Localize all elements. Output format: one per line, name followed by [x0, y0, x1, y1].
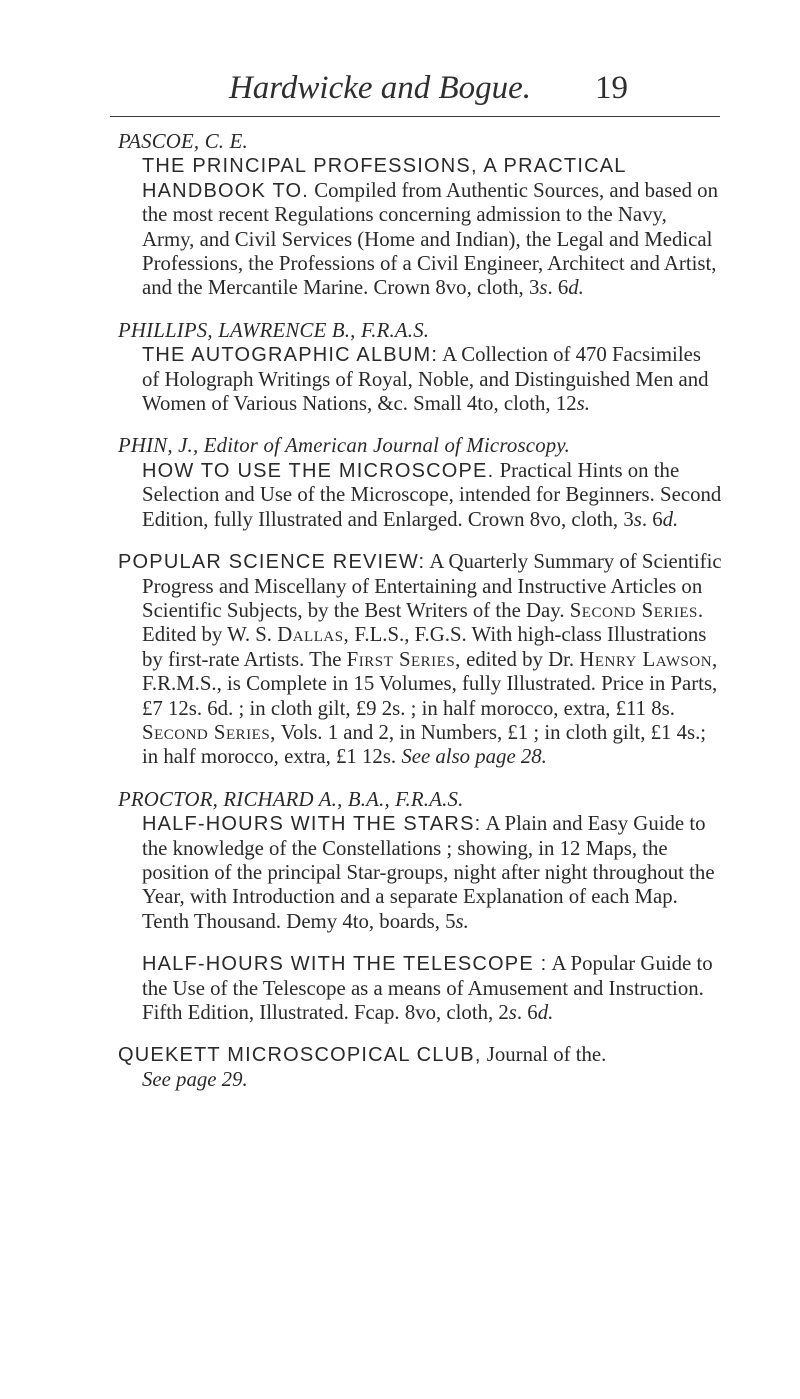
price-pence: d. [568, 276, 584, 300]
entry-text [118, 812, 722, 934]
edited-by-dr: edited by Dr. [466, 647, 575, 671]
see-also-note: See also page 28. [401, 745, 547, 769]
price-shillings: s. [455, 909, 469, 933]
entry-author: PHIN, J., Editor of American Journal of Microscopy. [118, 434, 571, 458]
price-pence-num: . 6 [516, 1001, 538, 1024]
entry-text [118, 952, 722, 1025]
entry-text [118, 1043, 722, 1092]
first-series-label: First Series, [346, 647, 461, 671]
catalogue-entry-popular-science-review [118, 550, 722, 770]
price-pence-num: . 6 [641, 507, 663, 531]
entry-description-a: A Quarterly Summary of Scientific Progress and Miscellany of Entertaining and Instructive Articles on Scientific Subjects, by the Best Writers of the Day. [142, 550, 722, 622]
entry-text [118, 343, 722, 416]
entry-description: A Collection of 470 Facsimiles of Holograph Writings of Royal, Noble, and Distinguished Men and Women of Various Nations, &c. Small 4to, cloth, 12 [142, 343, 709, 416]
catalogue-entry-proctor-telescope [118, 952, 722, 1025]
entry-text [118, 154, 722, 300]
price-shillings: s [633, 507, 642, 531]
price-pence: d. [537, 1001, 554, 1024]
running-header: Hardwicke and Bogue. [228, 70, 532, 106]
entry-title: POPULAR SCIENCE REVIEW: [118, 551, 426, 574]
edited-by: Edited by W. S. [142, 623, 272, 647]
editor-dallas: Dallas, [277, 623, 350, 647]
catalogue-body [118, 130, 722, 1110]
catalogue-entry-pascoe [118, 130, 722, 301]
second-series-label-2: Second Series, [142, 720, 276, 744]
catalogue-entry-proctor-stars [118, 788, 722, 934]
page-number: 19 [595, 70, 628, 106]
entry-title: HALF-HOURS WITH THE TELESCOPE : [142, 953, 548, 976]
entry-title: HOW TO USE THE MICROSCOPE. [142, 459, 495, 482]
second-series-label: Second Series. [569, 598, 704, 622]
entry-author: PASCOE, C. E. [118, 130, 248, 153]
price-pence: d. [662, 507, 679, 531]
entry-description-b: F.L.S., F.G.S. With high-class Illustrations by first-rate Artists. The [142, 623, 707, 671]
header-rule [110, 116, 720, 117]
entry-description: Compiled from Authentic Sources, and based on the most recent Regulations concerning admission to the Navy, Army, and Civil Services (Home and Indian), the Legal and Medical Professions, the Professions of a Civil Engineer, Architect and Artist, and the Mercantile Marine. Crown 8vo, cloth, 3 [142, 178, 718, 300]
catalogue-entry-phillips [118, 319, 722, 417]
entry-title: QUEKETT MICROSCOPICAL CLUB, [118, 1044, 482, 1067]
see-page-note: See page 29. [142, 1067, 248, 1091]
entry-description: Practical Hints on the Selection and Use of the Microscope, intended for Beginners. Second Edition, fully Illustrated and Enlarged. Crown 8vo, cloth, 3 [142, 458, 722, 531]
entry-text [118, 459, 722, 532]
entry-description: Journal of the. [486, 1043, 607, 1067]
entry-description: A Plain and Easy Guide to the knowledge of the Constellations ; showing, in 12 Maps, the position of the principal Star-groups, night after night throughout the Year, with Introduction and a separate Explanation of each Map. Tenth Thousand. Demy 4to, boards, 5 [142, 812, 715, 933]
price-pence-num: . 6 [547, 276, 569, 300]
price-shillings: s [508, 1001, 517, 1024]
entry-description-d: Vols. 1 and 2, in Numbers, £1 ; in cloth gilt, £1 4s.; in half morocco, extra, £1 12s. [142, 720, 707, 769]
entry-author: PROCTOR, RICHARD A., B.A., F.R.A.S. [118, 787, 464, 811]
price-shillings: s. [576, 392, 590, 416]
entry-author: PHILLIPS, LAWRENCE B., F.R.A.S. [118, 318, 430, 342]
entry-description: A Popular Guide to the Use of the Telescope as a means of Amusement and Instruction. Fifth Edition, Illustrated. Fcap. 8vo, cloth, 2 [142, 952, 713, 1024]
editor-lawson: Henry Lawson, [579, 647, 718, 671]
entry-description-c: F.R.M.S., is Complete in 15 Volumes, fully Illustrated. Price in Parts, £7 12s. 6d. ; in cloth gilt, £9 2s. ; in half morocco, extra, £11 8s. [142, 672, 718, 720]
entry-title: HALF-HOURS WITH THE STARS: [142, 813, 482, 836]
price-shillings: s [539, 276, 548, 300]
entry-title: THE PRINCIPAL PROFESSIONS, A PRACTICAL HANDBOOK TO. [142, 155, 626, 202]
entry-title: THE AUTOGRAPHIC ALBUM: [142, 344, 439, 367]
catalogue-entry-quekett [118, 1043, 722, 1092]
entry-text [118, 550, 722, 770]
catalogue-entry-phin [118, 434, 722, 532]
